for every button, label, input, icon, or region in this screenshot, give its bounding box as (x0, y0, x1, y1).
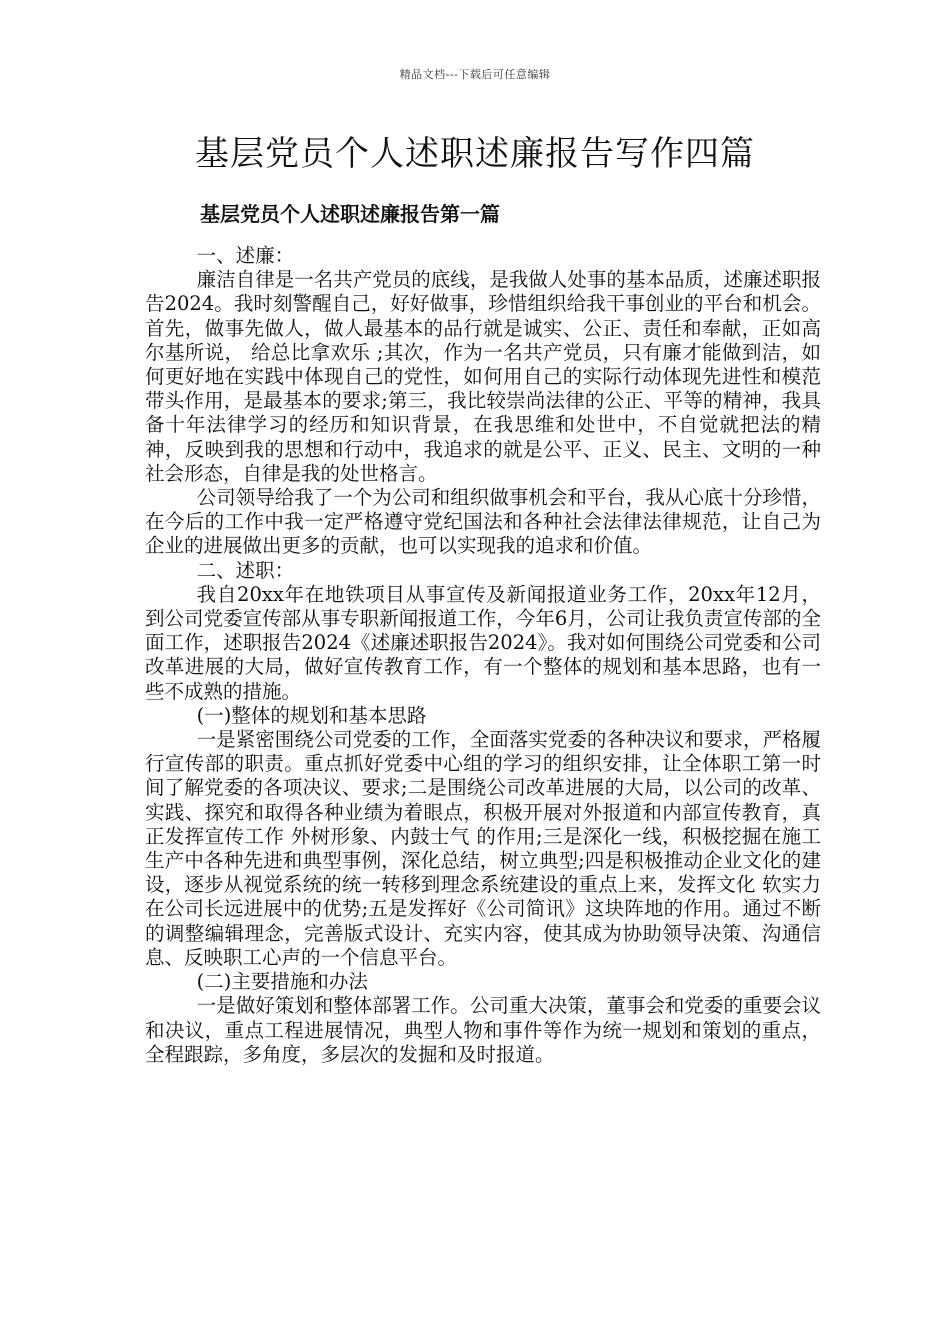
document-subtitle: 基层党员个人述职述廉报告第一篇 (200, 202, 500, 226)
subsection-heading-measures: (二)主要措施和办法 (196, 970, 368, 994)
paragraph: 一是做好策划和整体部署工作。公司重大决策，董事会和党委的重要会议和决议，重点工程进展情况，典型人物和事件等作为统一规划和策划的重点，全程跟踪，多角度，多层次的发掘和及时报道。 (145, 994, 821, 1066)
paragraph: 廉洁自律是一名共产党员的底线，是我做人处事的基本品质，述廉述职报告2024。我时刻警醒自己，好好做事，珍惜组织给我干事创业的平台和机会。首先，做事先做人，做人最基本的品行就是诚实、公正、责任和奉献，正如高尔基所说， 给总比拿欢乐 ;其次，作为一名共产党员，只有廉才能做到洁，如何更好地在实践中体现自己的党性，如何用自己的实际行动体现先进性和模范带头作用，是最基本的要求;第三，我比较崇尚法律的公正、平等的精神，我具备十年法律学习的经历和知识背景，在我思维和处世中，不自觉就把法的精神，反映到我的思想和行动中，我追求的就是公平、正义、民主、文明的一种社会形态，自律是我的处世格言。 (145, 268, 821, 485)
header-note: 精品文档---下载后可任意编辑 (399, 68, 551, 81)
paragraph: 一是紧密围绕公司党委的工作，全面落实党委的各种决议和要求，严格履行宣传部的职责。重点抓好党委中心组的学习的组织安排，让全体职工第一时间了解党委的各项决议、要求;二是围绕公司改革进展的大局，以公司的改革、实践、探究和取得各种业绩为着眼点，积极开展对外报道和内部宣传教育，真正发挥宣传工作 外树形象、内鼓士气 的作用;三是深化一线，积极挖掘在施工生产中各种先进和典型事例，深化总结，树立典型;四是积极推动企业文化的建设，逐步从视觉系统的统一转移到理念系统建设的重点上来，发挥文化 软实力 在公司长远进展中的优势;五是发挥好《公司简讯》这块阵地的作用。通过不断的调整编辑理念，完善版式设计、充实内容，使其成为协助领导决策、沟通信息、反映职工心声的一个信息平台。 (145, 728, 821, 969)
section-heading-zhi: 二、述职： (196, 558, 295, 582)
subsection-heading-plan: (一)整体的规划和基本思路 (196, 703, 427, 727)
paragraph: 我自20xx年在地铁项目从事宣传及新闻报道业务工作，20xx年12月，到公司党委宣传部从事专职新闻报道工作，今年6月，公司让我负责宣传部的全面工作，述职报告2024《述廉述职报告2024》。我对如何围绕公司党委和公司改革进展的大局，做好宣传教育工作，有一个整体的规划和基本思路，也有一些不成熟的措施。 (145, 582, 821, 703)
section-heading-lian: 一、述廉： (196, 244, 295, 267)
document-body (145, 244, 821, 1067)
document-title: 基层党员个人述职述廉报告写作四篇 (195, 134, 755, 174)
paragraph: 公司领导给我了一个为公司和组织做事机会和平台，我从心底十分珍惜，在今后的工作中我一定严格遵守党纪国法和各种社会法律法律规范，让自己为企业的进展做出更多的贡献，也可以实现我的追求和价值。 (145, 486, 821, 558)
